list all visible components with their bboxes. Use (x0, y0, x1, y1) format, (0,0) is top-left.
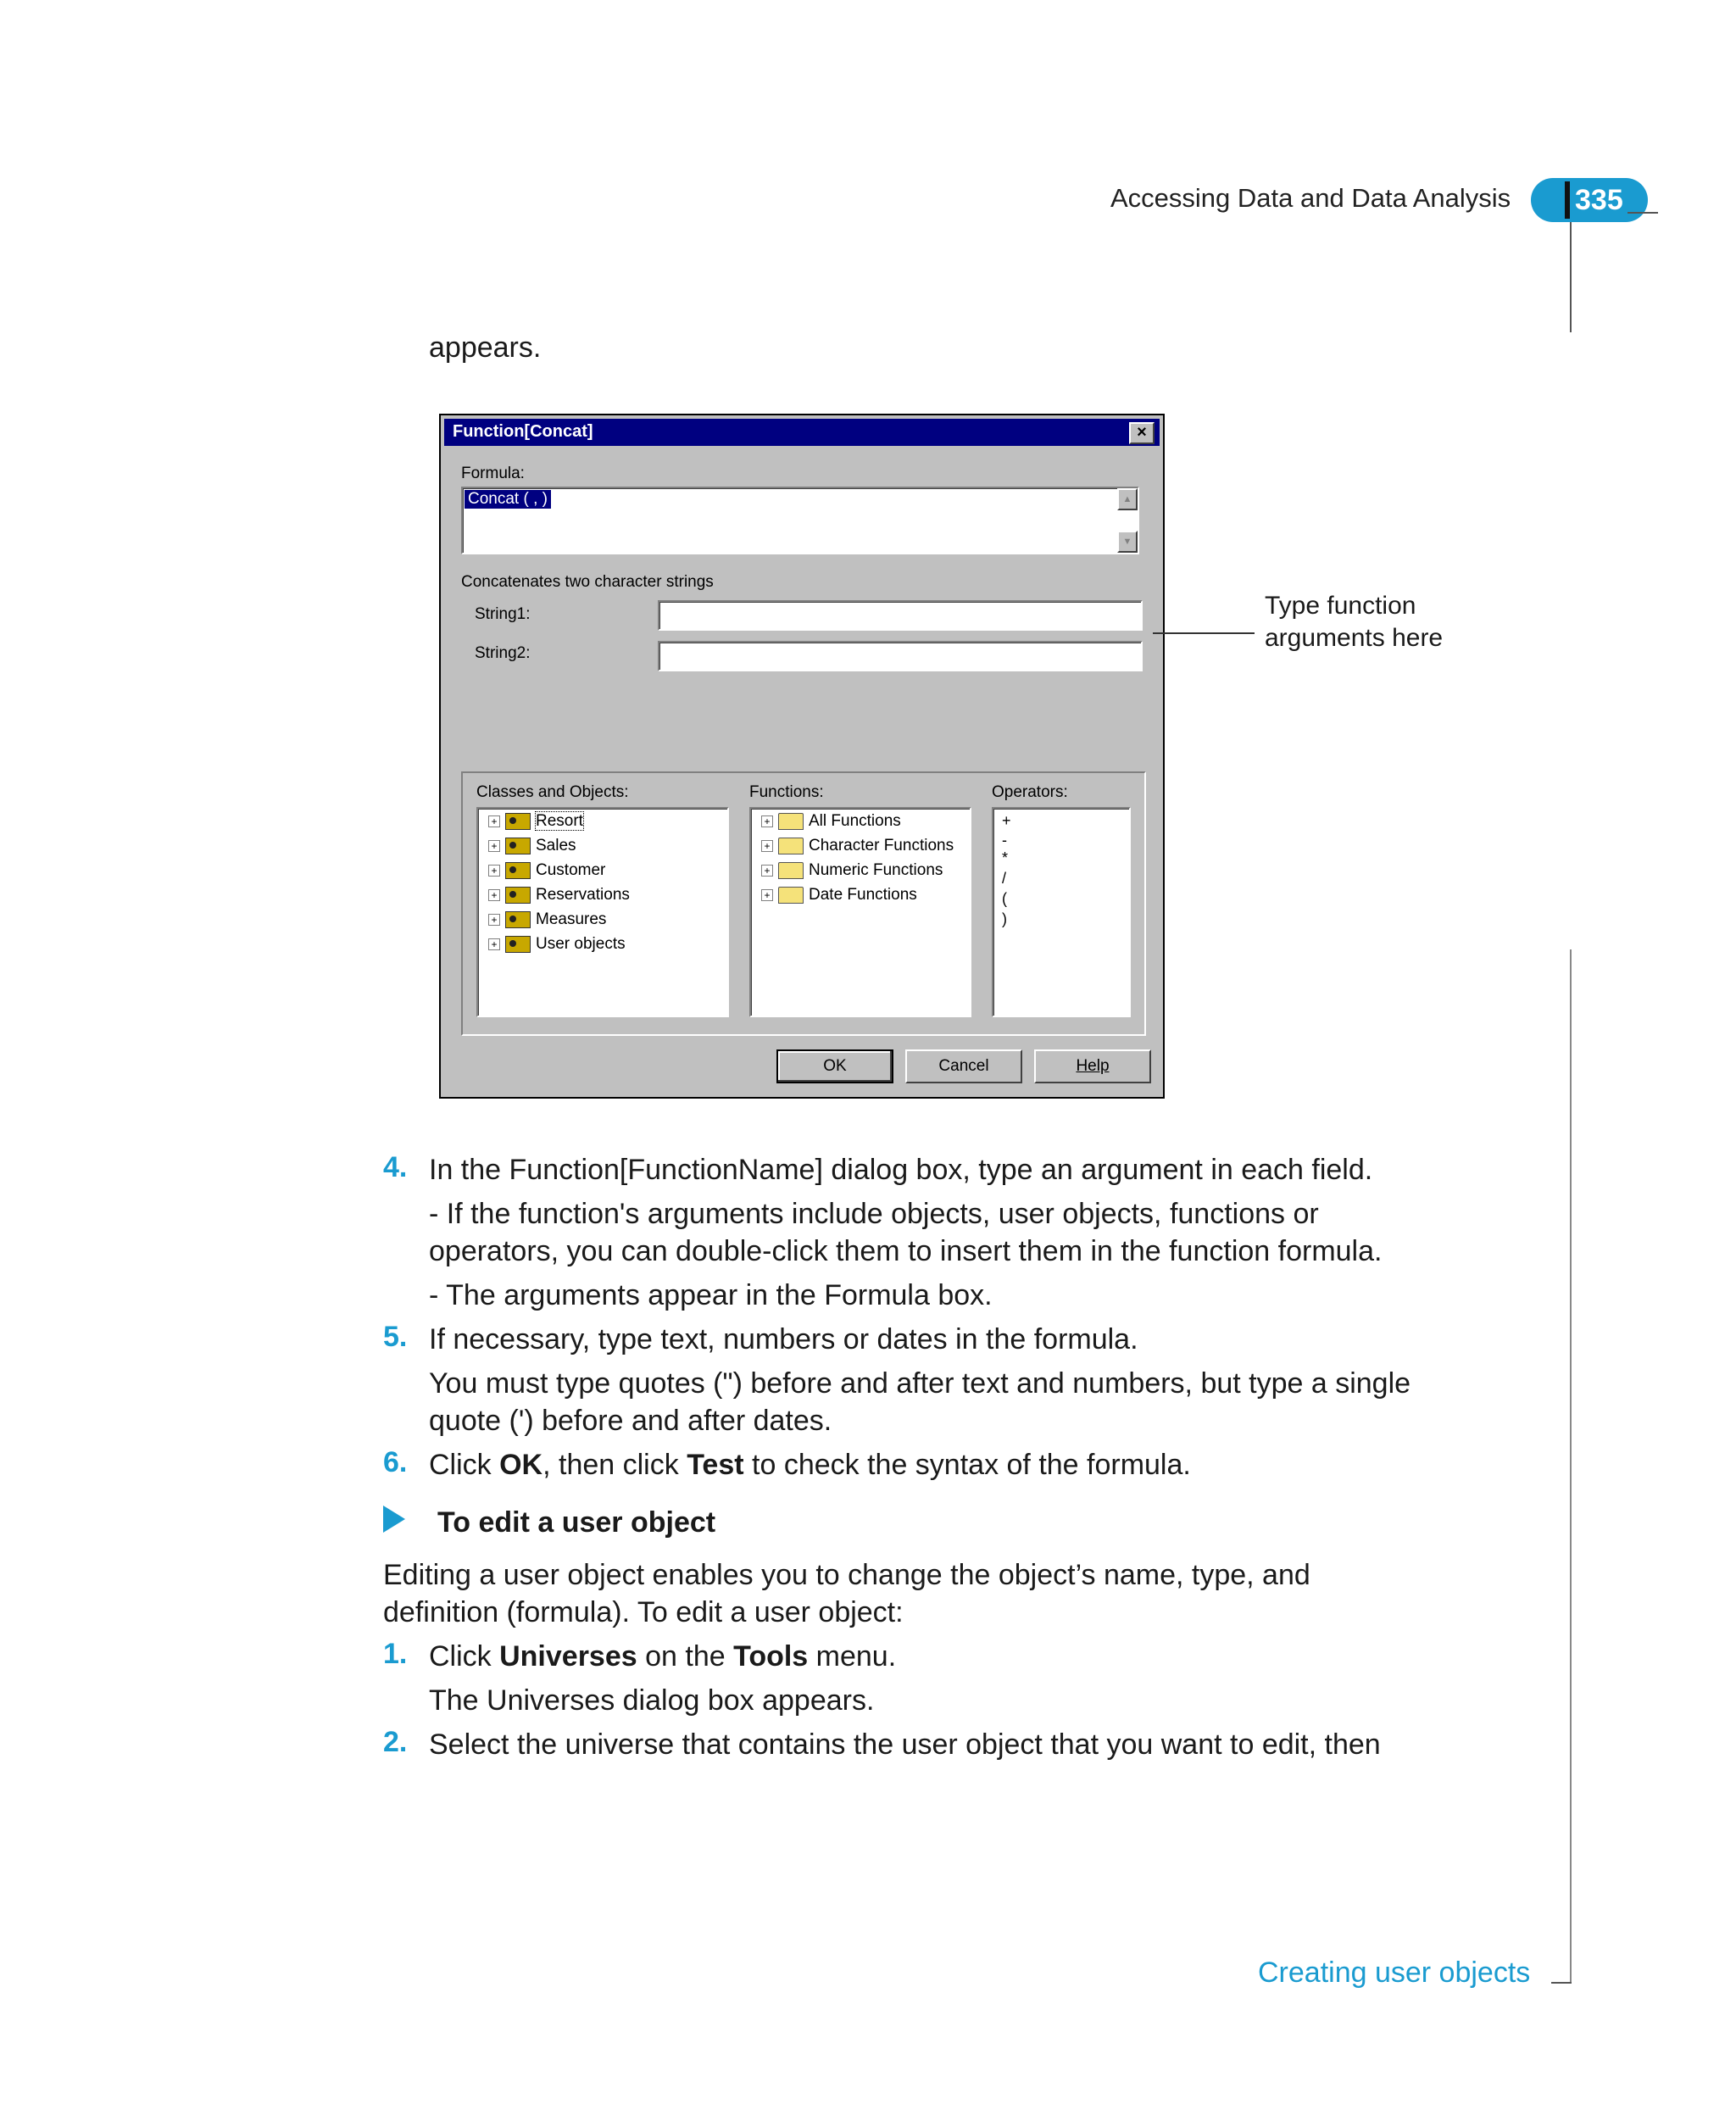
callout-line (1153, 632, 1255, 634)
close-icon[interactable]: × (1129, 422, 1155, 444)
tree-item-label: Numeric Functions (809, 861, 943, 879)
cancel-button[interactable]: Cancel (905, 1049, 1022, 1083)
pstep-1-mid: on the (637, 1640, 734, 1673)
expand-icon[interactable]: + (488, 914, 500, 926)
universe-class-icon (505, 838, 531, 854)
dialog-title-bar (444, 419, 1160, 446)
intro-fragment: appears. (429, 331, 542, 364)
operator-item[interactable]: + (1002, 812, 1011, 829)
expand-icon[interactable]: + (761, 815, 773, 827)
footer-section-title: Creating user objects (1258, 1956, 1531, 1989)
expand-icon[interactable]: + (761, 840, 773, 852)
scroll-up-icon[interactable]: ▲ (1117, 488, 1138, 510)
step-5-note-1: You must type quotes (") before and after text and numbers, but type a single (429, 1367, 1411, 1400)
expand-icon[interactable]: + (761, 889, 773, 901)
step-4-sub-2: - The arguments appear in the Formula box. (429, 1279, 993, 1311)
tree-item-character-functions[interactable] (761, 837, 954, 860)
functions-label: Functions: (749, 783, 824, 801)
tree-item-label: Sales (536, 837, 576, 854)
procedure-arrow-icon (383, 1506, 405, 1533)
tree-item-label: All Functions (809, 812, 901, 830)
tree-item-label: Date Functions (809, 886, 917, 904)
page-number-badge (1531, 178, 1648, 222)
lists-group (461, 771, 1146, 1036)
tree-item-numeric-functions[interactable] (761, 861, 943, 885)
folder-icon (778, 838, 804, 854)
operator-item[interactable]: - (1002, 832, 1007, 849)
page-badge-bar (1565, 181, 1570, 219)
step-4-text: In the Function[FunctionName] dialog box, type an argument in each field. (429, 1154, 1373, 1186)
expand-icon[interactable]: + (488, 840, 500, 852)
string2-input[interactable] (658, 641, 1143, 671)
callout-line-1: Type function (1265, 592, 1416, 620)
step-4-sub-1b: operators, you can double-click them to insert them in the function formula. (429, 1235, 1383, 1267)
step-5-text: If necessary, type text, numbers or dates in the formula. (429, 1323, 1138, 1355)
tree-item-user-objects[interactable] (488, 935, 626, 959)
expand-icon[interactable]: + (488, 815, 500, 827)
step-number: 2. (383, 1726, 408, 1758)
tree-item-label: Measures (536, 910, 607, 928)
expand-icon[interactable]: + (488, 889, 500, 901)
step-number: 1. (383, 1638, 408, 1670)
scroll-down-icon[interactable]: ▼ (1117, 531, 1138, 553)
expand-icon[interactable]: + (761, 865, 773, 877)
running-header: Accessing Data and Data Analysis (1110, 183, 1511, 213)
step-5-note-2: quote (') before and after dates. (429, 1405, 832, 1437)
folder-icon (778, 887, 804, 904)
tree-item-label: Customer (536, 861, 606, 879)
tree-item-label: Resort (536, 812, 583, 830)
tree-item-label: Character Functions (809, 837, 954, 854)
expand-icon[interactable]: + (488, 938, 500, 950)
page-number: 335 (1575, 184, 1623, 216)
operator-item[interactable]: / (1002, 870, 1007, 887)
tree-item-reservations[interactable] (488, 886, 630, 910)
operators-list[interactable] (992, 807, 1131, 1017)
pstep-1-universes-term: Universes (499, 1640, 637, 1673)
procedure-intro-1: Editing a user object enables you to change the object’s name, type, and (383, 1559, 1310, 1591)
tree-item-resort[interactable] (488, 812, 583, 836)
functions-tree[interactable] (749, 807, 971, 1017)
folder-icon (778, 862, 804, 879)
tree-item-sales[interactable] (488, 837, 576, 860)
string1-label: String1: (475, 605, 531, 623)
margin-rule-top (1570, 222, 1572, 332)
footer-rule (1551, 1982, 1572, 1984)
step-4-sub-1: - If the function's arguments include objects, user objects, functions or (429, 1198, 1319, 1230)
universe-class-icon (505, 862, 531, 879)
pstep-1-pre: Click (429, 1640, 500, 1673)
procedure-step-1-note: The Universes dialog box appears. (429, 1684, 875, 1717)
tree-item-customer[interactable] (488, 861, 605, 885)
tree-item-label: User objects (536, 935, 626, 953)
universe-class-icon (505, 936, 531, 953)
universe-class-icon (505, 813, 531, 830)
tree-item-all-functions[interactable] (761, 812, 901, 836)
string1-input[interactable] (658, 600, 1143, 631)
margin-rule-bottom (1570, 949, 1572, 1984)
function-description: Concatenates two character strings (461, 573, 714, 591)
classes-label: Classes and Objects: (476, 783, 629, 801)
operators-label: Operators: (992, 783, 1068, 801)
operator-item[interactable]: * (1002, 849, 1009, 866)
universe-class-icon (505, 911, 531, 928)
formula-textbox[interactable] (461, 487, 1139, 554)
formula-value: Concat ( , ) (465, 490, 551, 509)
procedure-heading: To edit a user object (437, 1506, 716, 1539)
function-dialog (439, 414, 1165, 1099)
header-rule (1628, 212, 1658, 214)
expand-icon[interactable]: + (488, 865, 500, 877)
procedure-step-2-text: Select the universe that contains the user object that you want to edit, then (429, 1728, 1381, 1761)
string2-label: String2: (475, 644, 531, 662)
callout-line-2: arguments here (1265, 624, 1444, 652)
step-6-post: to check the syntax of the formula. (743, 1449, 1191, 1481)
pstep-1-tools-term: Tools (733, 1640, 809, 1673)
tree-item-label: Reservations (536, 886, 630, 904)
ok-button[interactable]: OK (776, 1049, 893, 1083)
step-number: 4. (383, 1151, 408, 1183)
operator-item[interactable]: ) (1002, 910, 1007, 927)
classes-tree[interactable] (476, 807, 729, 1017)
dialog-title: Function[Concat] (453, 422, 593, 441)
folder-icon (778, 813, 804, 830)
procedure-intro-2: definition (formula). To edit a user object: (383, 1596, 904, 1628)
step-6-mid: , then click (542, 1449, 687, 1481)
step-number: 5. (383, 1321, 408, 1353)
step-6-text (429, 1446, 1191, 1483)
operator-item[interactable]: ( (1002, 890, 1007, 907)
tree-item-date-functions[interactable] (761, 886, 917, 910)
callout-text (1265, 590, 1443, 654)
universe-class-icon (505, 887, 531, 904)
help-button[interactable]: Help (1034, 1049, 1151, 1083)
tree-item-measures[interactable] (488, 910, 606, 934)
step-6-pre: Click (429, 1449, 500, 1481)
step-6-ok-term: OK (499, 1449, 543, 1481)
step-number: 6. (383, 1446, 408, 1478)
step-6-test-term: Test (687, 1449, 744, 1481)
formula-label: Formula: (461, 465, 525, 482)
procedure-step-1-text (429, 1638, 896, 1675)
pstep-1-post: menu. (808, 1640, 897, 1673)
